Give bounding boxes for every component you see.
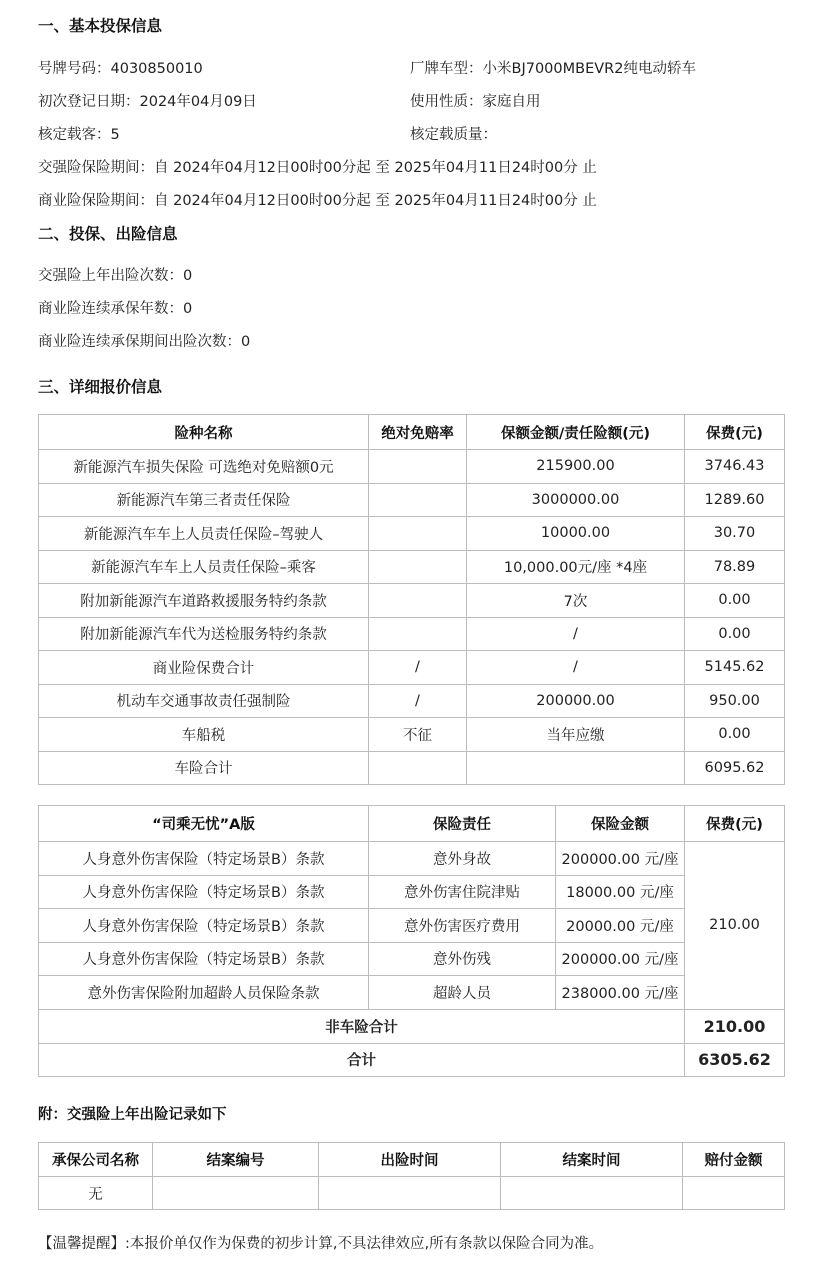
subtotal-value: 210.00 xyxy=(685,1009,785,1043)
cell: 3746.43 xyxy=(685,450,785,484)
table-row xyxy=(39,617,785,651)
vehicle-model: 厂牌车型：小米BJ7000MBEVR2纯电动轿车 xyxy=(410,61,696,77)
seat-capacity: 核定载客：5 xyxy=(38,127,120,143)
total-label: 合计 xyxy=(39,1043,685,1076)
cell: 0.00 xyxy=(685,584,785,618)
table-row xyxy=(39,909,785,943)
usage-type: 使用性质：家庭自用 xyxy=(410,94,541,110)
cell: 3000000.00 xyxy=(467,483,685,517)
cell xyxy=(319,1177,501,1210)
cell: 10,000.00元/座 *4座 xyxy=(467,550,685,584)
table-row xyxy=(39,842,785,876)
cell: 机动车交通事故责任强制险 xyxy=(39,684,369,718)
header-cell: 保费(元) xyxy=(685,415,785,450)
cell: 车险合计 xyxy=(39,751,369,785)
cell: 人身意外伤害保险（特定场景B）条款 xyxy=(39,875,369,909)
table-row xyxy=(39,483,785,517)
claims-line-3: 商业险连续承保期间出险次数：0 xyxy=(38,334,251,350)
cell xyxy=(369,550,467,584)
cell: 215900.00 xyxy=(467,450,685,484)
cell xyxy=(153,1177,319,1210)
cell xyxy=(501,1177,683,1210)
table-header-row xyxy=(39,1143,785,1177)
table-row xyxy=(39,942,785,976)
non-auto-table xyxy=(38,805,785,1077)
table-row xyxy=(39,584,785,618)
table-row xyxy=(39,651,785,685)
cell: 238000.00 元/座 xyxy=(556,976,685,1010)
table-row xyxy=(39,875,785,909)
cell: 商业险保费合计 xyxy=(39,651,369,685)
cell: 新能源汽车车上人员责任保险–乘客 xyxy=(39,550,369,584)
header-cell: 保险责任 xyxy=(369,806,556,842)
cell xyxy=(369,617,467,651)
plate-number: 号牌号码：4030850010 xyxy=(38,61,203,77)
cell xyxy=(467,751,685,785)
cell: 无 xyxy=(39,1177,153,1210)
table-row xyxy=(39,718,785,752)
cell: 超龄人员 xyxy=(369,976,556,1010)
cell: / xyxy=(467,617,685,651)
total-row xyxy=(39,1043,785,1076)
table-row xyxy=(39,684,785,718)
cell: 30.70 xyxy=(685,517,785,551)
cell: 5145.62 xyxy=(685,651,785,685)
reminder-note: 【温馨提醒】:本报价单仅作为保费的初步计算,不具法律效应,所有条款以保险合同为准。 xyxy=(38,1236,604,1252)
cell: 新能源汽车第三者责任保险 xyxy=(39,483,369,517)
cell: 意外伤害保险附加超龄人员保险条款 xyxy=(39,976,369,1010)
cell: 0.00 xyxy=(685,718,785,752)
total-value: 6305.62 xyxy=(685,1043,785,1076)
cell xyxy=(369,751,467,785)
cell: 200000.00 元/座 xyxy=(556,942,685,976)
header-cell: 赔付金额 xyxy=(683,1143,785,1177)
cell: 10000.00 xyxy=(467,517,685,551)
cell: 950.00 xyxy=(685,684,785,718)
section-quote-title: 三、详细报价信息 xyxy=(38,378,163,396)
cell: 车船税 xyxy=(39,718,369,752)
cell: 20000.00 元/座 xyxy=(556,909,685,943)
cell: / xyxy=(467,651,685,685)
cell: / xyxy=(369,684,467,718)
cell: 1289.60 xyxy=(685,483,785,517)
subtotal-row xyxy=(39,1009,785,1043)
cell: 人身意外伤害保险（特定场景B）条款 xyxy=(39,842,369,876)
cell: 新能源汽车损失保险 可选绝对免赔额0元 xyxy=(39,450,369,484)
table-row xyxy=(39,550,785,584)
cell: 人身意外伤害保险（特定场景B）条款 xyxy=(39,909,369,943)
header-cell: 绝对免赔率 xyxy=(369,415,467,450)
cell xyxy=(369,517,467,551)
cell: 78.89 xyxy=(685,550,785,584)
table-row xyxy=(39,976,785,1010)
header-cell: 结案时间 xyxy=(501,1143,683,1177)
claims-line-2: 商业险连续承保年数：0 xyxy=(38,301,193,317)
load-mass: 核定载质量： xyxy=(410,127,497,143)
cell: 意外伤害医疗费用 xyxy=(369,909,556,943)
cell: 当年应缴 xyxy=(467,718,685,752)
subtotal-label: 非车险合计 xyxy=(39,1009,685,1043)
compulsory-period: 交强险保险期间：自 2024年04月12日00时00分起 至 2025年04月11日24时00分 止 xyxy=(38,160,597,176)
cell: 人身意外伤害保险（特定场景B）条款 xyxy=(39,942,369,976)
header-cell: 保险金额 xyxy=(556,806,685,842)
cell: / xyxy=(369,651,467,685)
cell xyxy=(683,1177,785,1210)
cell xyxy=(369,584,467,618)
cell: 0.00 xyxy=(685,617,785,651)
claims-record-table xyxy=(38,1142,785,1210)
table-header-row xyxy=(39,806,785,842)
header-cell: 险种名称 xyxy=(39,415,369,450)
cell: 不征 xyxy=(369,718,467,752)
header-cell: 承保公司名称 xyxy=(39,1143,153,1177)
header-cell: 出险时间 xyxy=(319,1143,501,1177)
cell: 200000.00 元/座 xyxy=(556,842,685,876)
cell: 6095.62 xyxy=(685,751,785,785)
table-header-row xyxy=(39,415,785,450)
cell: 7次 xyxy=(467,584,685,618)
commercial-period: 商业险保险期间：自 2024年04月12日00时00分起 至 2025年04月11日24时00分 止 xyxy=(38,193,597,209)
cell xyxy=(369,483,467,517)
table-row xyxy=(39,1177,785,1210)
header-cell: “司乘无忧”A版 xyxy=(39,806,369,842)
cell: 意外伤残 xyxy=(369,942,556,976)
cell: 200000.00 xyxy=(467,684,685,718)
cell: 意外伤害住院津贴 xyxy=(369,875,556,909)
table-row xyxy=(39,450,785,484)
header-cell: 结案编号 xyxy=(153,1143,319,1177)
cell: 附加新能源汽车道路救援服务特约条款 xyxy=(39,584,369,618)
table-row xyxy=(39,751,785,785)
cell: 18000.00 元/座 xyxy=(556,875,685,909)
table-row xyxy=(39,517,785,551)
registration-date: 初次登记日期：2024年04月09日 xyxy=(38,94,257,110)
cell: 新能源汽车车上人员责任保险–驾驶人 xyxy=(39,517,369,551)
cell xyxy=(369,450,467,484)
appendix-title: 附：交强险上年出险记录如下 xyxy=(38,1107,227,1123)
header-cell: 保额金额/责任险额(元) xyxy=(467,415,685,450)
premium-cell: 210.00 xyxy=(685,842,785,1010)
section-basic-title: 一、基本投保信息 xyxy=(38,17,163,35)
claims-line-1: 交强险上年出险次数：0 xyxy=(38,268,193,284)
cell: 附加新能源汽车代为送检服务特约条款 xyxy=(39,617,369,651)
cell: 意外身故 xyxy=(369,842,556,876)
header-cell: 保费(元) xyxy=(685,806,785,842)
section-claims-title: 二、投保、出险信息 xyxy=(38,225,178,243)
quote-table xyxy=(38,414,785,785)
